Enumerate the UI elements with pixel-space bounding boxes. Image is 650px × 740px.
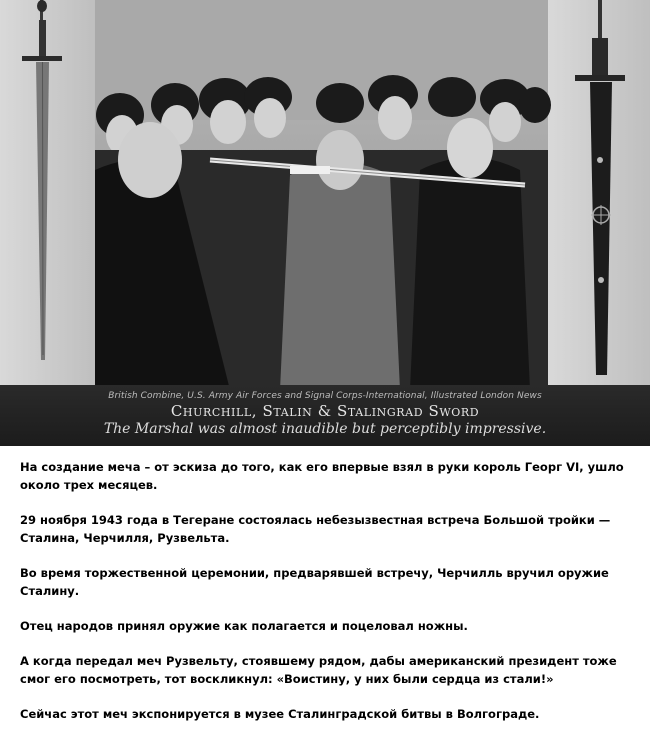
paragraph-6: Сейчас этот меч экспонируется в музее Сталинградской битвы в Волгограде. <box>20 707 540 721</box>
photo-caption <box>0 385 650 446</box>
caption-title: Churchill, Stalin & Stalingrad Sword <box>170 402 480 420</box>
photo-credit: British Combine, U.S. Army Air Forces and Signal Corps-International, Illustrated London News <box>108 391 542 401</box>
paragraph-5: А когда передал меч Рузвельту, стоявшему рядом, дабы американский президент тоже смог его посмотреть, тот воскликнул: «Воистину, у них были сердца из стали!» <box>20 654 617 686</box>
paragraph-4: Отец народов принял оружие как полагается и поцеловал ножны. <box>20 619 468 633</box>
paragraph-2: 29 ноября 1943 года в Тегеране состоялась небезызвестная встреча Большой тройки — Сталина, Черчилля, Рузвельта. <box>20 513 611 545</box>
paragraph-3: Во время торжественной церемонии, предварявшей встречу, Черчилль вручил оружие Сталину. <box>20 566 609 598</box>
paragraph-1: На создание меча – от эскиза до того, как его впервые взял в руки король Георг VI, ушло около трех месяцев. <box>20 460 624 492</box>
article-text <box>20 458 635 740</box>
caption-subtitle: The Marshal was almost inaudible but perceptibly impressive. <box>103 421 547 437</box>
